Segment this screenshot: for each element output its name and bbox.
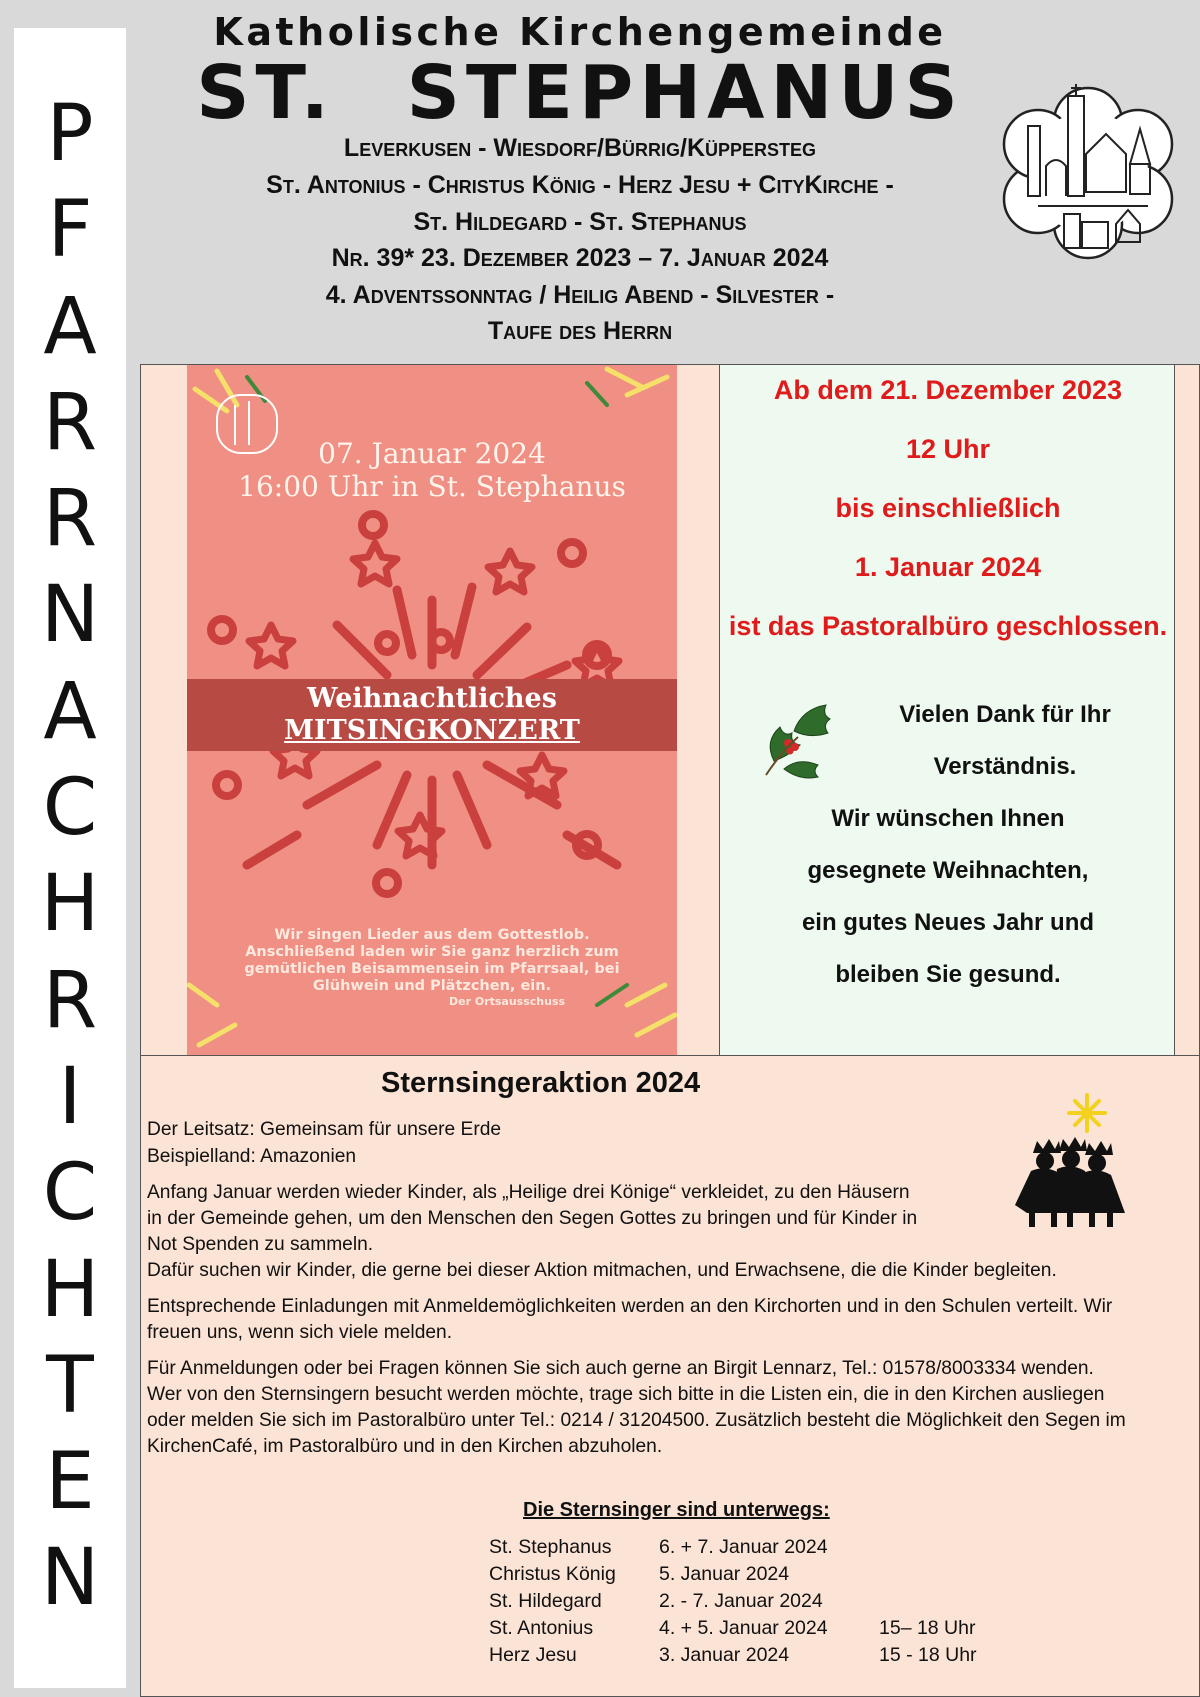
- schedule-row: [489, 1563, 1049, 1590]
- sternsinger-motto: Der Leitsatz: Gemeinsam für unsere Erde: [147, 1119, 502, 1140]
- paragraph-line: Anfang Januar werden wieder Kinder, als „Heilige drei Könige“ verkleidet, zu den Häusern: [147, 1182, 910, 1203]
- banner-letter: H: [40, 1244, 100, 1335]
- banner-letter: T: [46, 1340, 94, 1431]
- banner-letter: N: [40, 570, 100, 661]
- header-line-occasions: 4. Adventssonntag / Heilig Abend - Silvester -: [325, 281, 835, 309]
- schedule-row: [489, 1644, 1049, 1671]
- wish-line: ein gutes Neues Jahr und: [801, 909, 1095, 936]
- header-line-churches: St. Antonius - Christus König - Herz Jesu + CityKirche -: [266, 171, 894, 199]
- org-title: Katholische Kirchengemeinde: [213, 10, 947, 54]
- schedule-row: [489, 1536, 1049, 1563]
- notice-line: Ab dem 21. Dezember 2023: [773, 375, 1123, 405]
- poster-signature: Der Ortsausschuss: [449, 995, 566, 1008]
- parish-logo-icon: [998, 74, 1178, 262]
- poster-title-1: Weihnachtliches: [307, 683, 557, 714]
- paragraph-line: Für Anmeldungen oder bei Fragen können Sie sich auch gerne an Birgit Lennarz, Tel.: 01578/8003334 wenden.: [147, 1358, 1094, 1379]
- wish-line: bleiben Sie gesund.: [835, 961, 1061, 988]
- banner-letter: P: [46, 89, 94, 179]
- notice-line: 1. Januar 2024: [854, 552, 1042, 582]
- banner-letter: E: [45, 1437, 95, 1528]
- schedule-date: 2. - 7. Januar 2024: [659, 1590, 823, 1612]
- schedule-date: 4. + 5. Januar 2024: [659, 1617, 828, 1639]
- paragraph-line: oder melden Sie sich im Pastoralbüro unter Tel.: 0214 / 31204500. Zusätzlich besteht die Möglichkeit den Segen im: [147, 1410, 1126, 1431]
- paragraph-line: freuen uns, wenn sich viele melden.: [147, 1322, 453, 1343]
- paragraph-line: Entsprechende Einladungen mit Anmeldemöglichkeiten werden an den Kirchorten und in den Schulen verteilt. Wir: [147, 1296, 1113, 1317]
- schedule-place: St. Antonius: [489, 1617, 594, 1639]
- notice-line: ist das Pastoralbüro geschlossen.: [728, 611, 1168, 641]
- banner-letters: [14, 28, 126, 1627]
- header-line-occasions-2: Taufe des Herrn: [487, 317, 673, 345]
- header-line-issue: Nr. 39* 23. Dezember 2023 – 7. Januar 2024: [331, 244, 829, 272]
- poster-title-2: MITSINGKONZERT: [284, 715, 580, 746]
- thanks-line: Verständnis.: [933, 753, 1077, 780]
- schedule-date: 6. + 7. Januar 2024: [659, 1536, 828, 1558]
- paragraph-line: KirchenCafé, im Pastoralbüro und in den Kirchen abzuholen.: [147, 1436, 663, 1457]
- banner-letter: R: [42, 474, 98, 565]
- schedule-date: 5. Januar 2024: [659, 1563, 790, 1585]
- banner-letter: H: [40, 859, 100, 950]
- thanks-line: Vielen Dank für Ihr: [899, 701, 1111, 728]
- paragraph-line: Dafür suchen wir Kinder, die gerne bei dieser Aktion mitmachen, und Erwachsene, die die Kinder begleiten.: [147, 1260, 1057, 1281]
- banner-letter: A: [43, 666, 97, 757]
- notice-line: bis einschließlich: [835, 493, 1061, 523]
- sternsinger-example: Beispielland: Amazonien: [147, 1146, 357, 1167]
- banner-letter: C: [42, 1148, 98, 1239]
- banner-letter: F: [47, 185, 93, 276]
- paragraph-line: in der Gemeinde gehen, um den Menschen den Segen Gottes zu bringen und für Kinder in: [147, 1208, 918, 1229]
- schedule-place: Herz Jesu: [489, 1644, 577, 1666]
- poster-date: 07. Januar 2024: [318, 437, 546, 470]
- schedule-place: Christus König: [489, 1563, 616, 1585]
- three-kings-icon: [1011, 1083, 1131, 1233]
- vertical-banner: [14, 28, 126, 1688]
- notice-line: 12 Uhr: [905, 434, 991, 464]
- paragraph-line: Wer von den Sternsingern besucht werden möchte, trage sich bitte in die Listen ein, die in den Kirchen ausliegen: [147, 1384, 1105, 1405]
- concert-poster: [187, 365, 677, 1055]
- schedule-title: Die Sternsinger sind unterwegs:: [523, 1499, 830, 1521]
- schedule-row: [489, 1590, 1049, 1617]
- parish-name: ST. STEPHANUS: [196, 50, 964, 136]
- page-header: [140, 0, 1200, 362]
- content-frame: [140, 364, 1200, 1697]
- poster-text: Wir singen Lieder aus dem Gottestlob. Anschließend laden wir Sie ganz herzlich zum gemütlichen Beisammensein im Pfarrsaal, bei Glühwein und Plätzchen, ein.: [244, 927, 620, 994]
- banner-letter: I: [58, 1051, 82, 1142]
- schedule-date: 3. Januar 2024: [659, 1644, 790, 1666]
- poster-time: 16:00 Uhr in St. Stephanus: [238, 470, 626, 503]
- banner-letter: R: [42, 955, 98, 1046]
- schedule-time: 15 - 18 Uhr: [879, 1644, 977, 1666]
- office-closure-notice: [719, 365, 1175, 1055]
- wish-line: gesegnete Weihnachten,: [807, 857, 1089, 884]
- wish-line: Wir wünschen Ihnen: [831, 805, 1065, 832]
- schedule-time: 15– 18 Uhr: [879, 1617, 976, 1639]
- schedule-place: St. Hildegard: [489, 1590, 602, 1612]
- sternsinger-title: Sternsingeraktion 2024: [381, 1067, 701, 1099]
- banner-letter: C: [42, 763, 98, 854]
- schedule-place: St. Stephanus: [489, 1536, 612, 1558]
- section-divider: [141, 1055, 1199, 1056]
- paragraph-line: Not Spenden zu sammeln.: [147, 1234, 374, 1255]
- banner-letter: R: [42, 377, 98, 468]
- schedule-row: [489, 1617, 1049, 1644]
- header-line-churches-2: St. Hildegard - St. Stephanus: [413, 208, 747, 236]
- holly-icon: [754, 691, 846, 779]
- header-line-location: Leverkusen - Wiesdorf/Bürrig/Küppersteg: [343, 134, 817, 162]
- banner-letter: A: [43, 281, 97, 372]
- banner-letter: N: [40, 1533, 100, 1624]
